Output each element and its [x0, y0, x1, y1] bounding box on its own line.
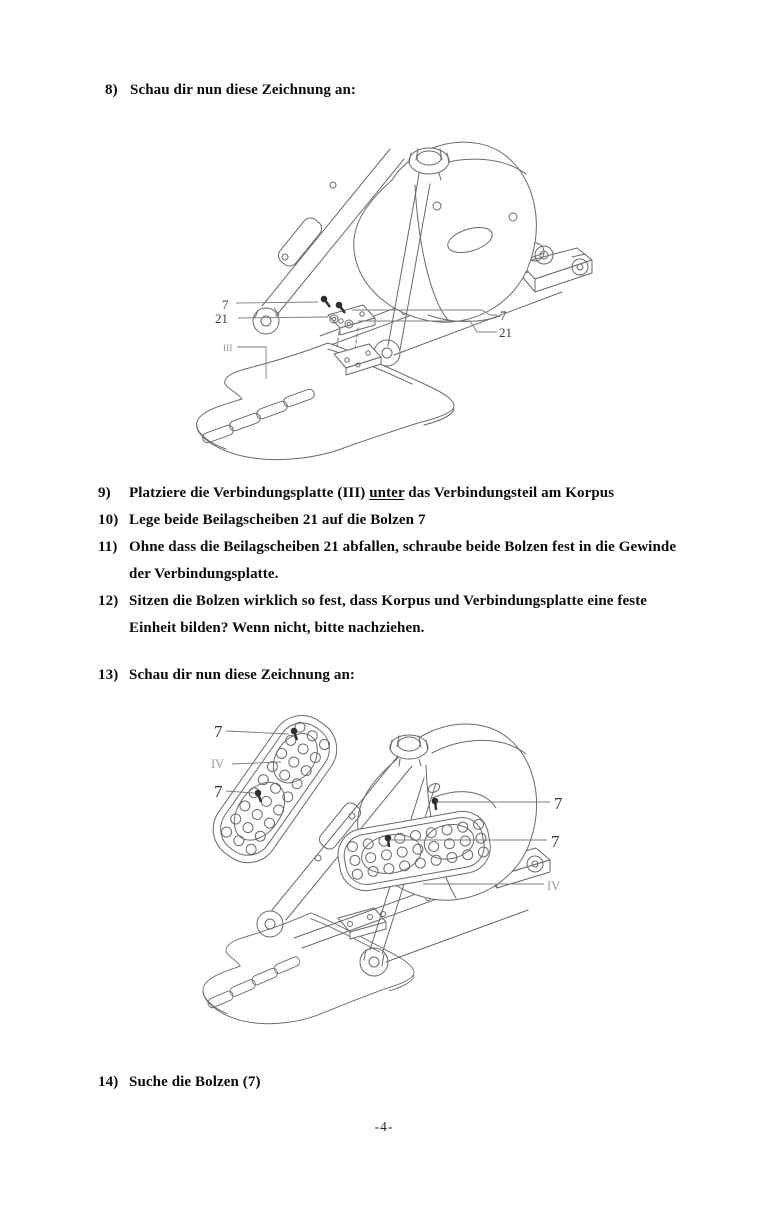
instruction-8 [105, 80, 356, 100]
instruction-9 [98, 483, 614, 503]
figure-pedals-view [178, 698, 618, 1060]
instruction-text-continued: der Verbindungsplatte. [129, 566, 279, 582]
exploded-drawing-1 [182, 122, 612, 467]
instruction-number: 13) [98, 667, 119, 683]
instruction-text: Sitzen die Bolzen wirklich so fest, dass Korpus und Verbindungsplatte eine feste [129, 593, 648, 609]
part-label-bolt-7-right-mid: 7 [551, 832, 560, 851]
instruction-11 [98, 537, 676, 584]
exploded-drawing-2 [178, 698, 618, 1060]
instruction-13 [98, 665, 355, 685]
part-label-bolt-7-left-bottom: 7 [214, 782, 223, 801]
instruction-text: Schau dir nun diese Zeichnung an: [130, 82, 357, 98]
instruction-14 [98, 1072, 261, 1092]
instruction-text: Ohne dass die Beilagscheiben 21 abfallen, schraube beide Bolzen fest in die Gewinde [129, 539, 677, 555]
part-label-washer-21-right: 21 [499, 325, 512, 340]
part-label-pedal-IV-left: IV [211, 757, 225, 771]
part-label-plate-III: III [223, 344, 233, 354]
connection-plate-drawing [197, 343, 454, 460]
instruction-number: 8) [105, 82, 118, 98]
part-label-bolt-7-left: 7 [222, 297, 229, 312]
instruction-number: 10) [98, 512, 119, 528]
part-label-bolt-7-right: 7 [500, 308, 507, 323]
instruction-text: Platziere die Verbindungsplatte (III) unter das Verbindungsteil am Korpus [129, 485, 615, 501]
instruction-text: Schau dir nun diese Zeichnung an: [129, 667, 356, 683]
page-number: -4- [374, 1119, 394, 1134]
part-label-pedal-IV-right: IV [547, 879, 561, 893]
instruction-number: 9) [98, 485, 111, 501]
figure-exploded-plate [182, 122, 612, 467]
instruction-number: 12) [98, 593, 119, 609]
part-label-washer-21-left: 21 [215, 311, 228, 326]
bolt-7-glyphs [321, 296, 345, 313]
underlined-word: unter [369, 485, 405, 501]
instruction-12 [98, 591, 647, 638]
part-label-bolt-7-left-top: 7 [214, 722, 223, 741]
part-label-bolt-7-right-top: 7 [554, 794, 563, 813]
instruction-number: 11) [98, 539, 118, 555]
instruction-text-continued: Einheit bilden? Wenn nicht, bitte nachziehen. [129, 620, 425, 636]
instruction-10 [98, 510, 426, 530]
instruction-number: 14) [98, 1074, 119, 1090]
instruction-text: Suche die Bolzen (7) [129, 1074, 261, 1090]
instruction-text: Lege beide Beilagscheiben 21 auf die Bolzen 7 [129, 512, 426, 528]
